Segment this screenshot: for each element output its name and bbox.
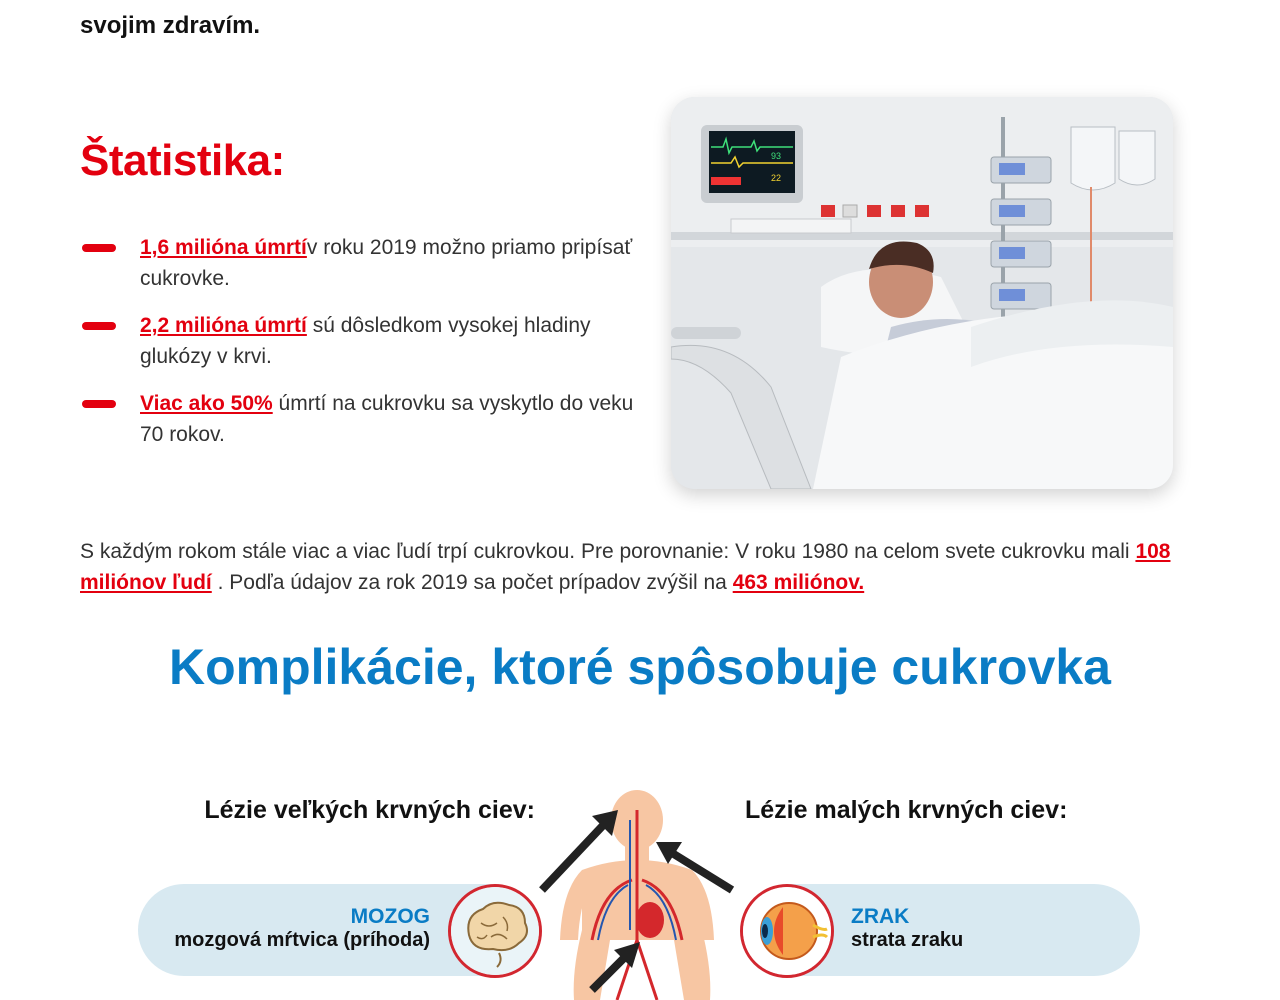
stats-title: Štatistika: [80, 136, 285, 185]
stat-text: sú dôsledkom vysokej hladiny glukózy v krvi. [140, 314, 591, 368]
para-highlight-1-link[interactable]: 108 miliónov ľudí [80, 540, 1171, 594]
brain-title: MOZOG [350, 905, 430, 928]
stat-item [80, 232, 640, 294]
stat-item [80, 310, 640, 372]
dash-bullet-icon [82, 322, 116, 330]
brain-icon [448, 884, 542, 978]
eye-icon [740, 884, 834, 978]
dash-bullet-icon [82, 400, 116, 408]
monitor-readout-2: 22 [771, 173, 782, 183]
growth-paragraph [80, 536, 1210, 598]
complications-title: Komplikácie, ktoré spôsobuje cukrovka [169, 639, 1111, 695]
circulatory-system-figure [532, 790, 742, 1000]
para-text-1: S každým rokom stále viac a viac ľudí trpí cukrovkou. Pre porovnanie: V roku 1980 na celom svete cukrovku mali [80, 540, 1136, 563]
stat-text: úmrtí na cukrovku sa vyskytlo do veku 70 rokov. [140, 392, 634, 446]
eye-title: ZRAK [851, 905, 910, 928]
large-vessels-heading: Lézie veľkých krvných ciev: [204, 796, 535, 824]
eye-subtitle: strata zraku [851, 929, 964, 951]
hospital-scene-illustration [671, 97, 1173, 489]
stat-item [80, 388, 640, 450]
intro-tail-text: svojim zdravím. [80, 12, 261, 39]
para-text-2: . Podľa údajov za rok 2019 sa počet prípadov zvýšil na [211, 571, 733, 594]
para-highlight-2-link[interactable]: 463 miliónov. [732, 571, 865, 594]
hospital-patient-photo [671, 97, 1173, 489]
small-vessels-heading: Lézie malých krvných ciev: [745, 796, 1068, 824]
dash-bullet-icon [82, 244, 116, 252]
monitor-readout-1: 93 [771, 151, 782, 161]
stat-highlight-link[interactable]: Viac ako 50% [140, 392, 273, 415]
brain-subtitle: mozgová mŕtvica (príhoda) [174, 929, 430, 951]
stats-list [80, 232, 640, 466]
stat-highlight-link[interactable]: 2,2 milióna úmrtí [140, 314, 307, 337]
stat-highlight-link[interactable]: 1,6 milióna úmrtí [140, 236, 307, 259]
stat-text: v roku 2019 možno priamo pripísať cukrovke. [140, 236, 633, 290]
